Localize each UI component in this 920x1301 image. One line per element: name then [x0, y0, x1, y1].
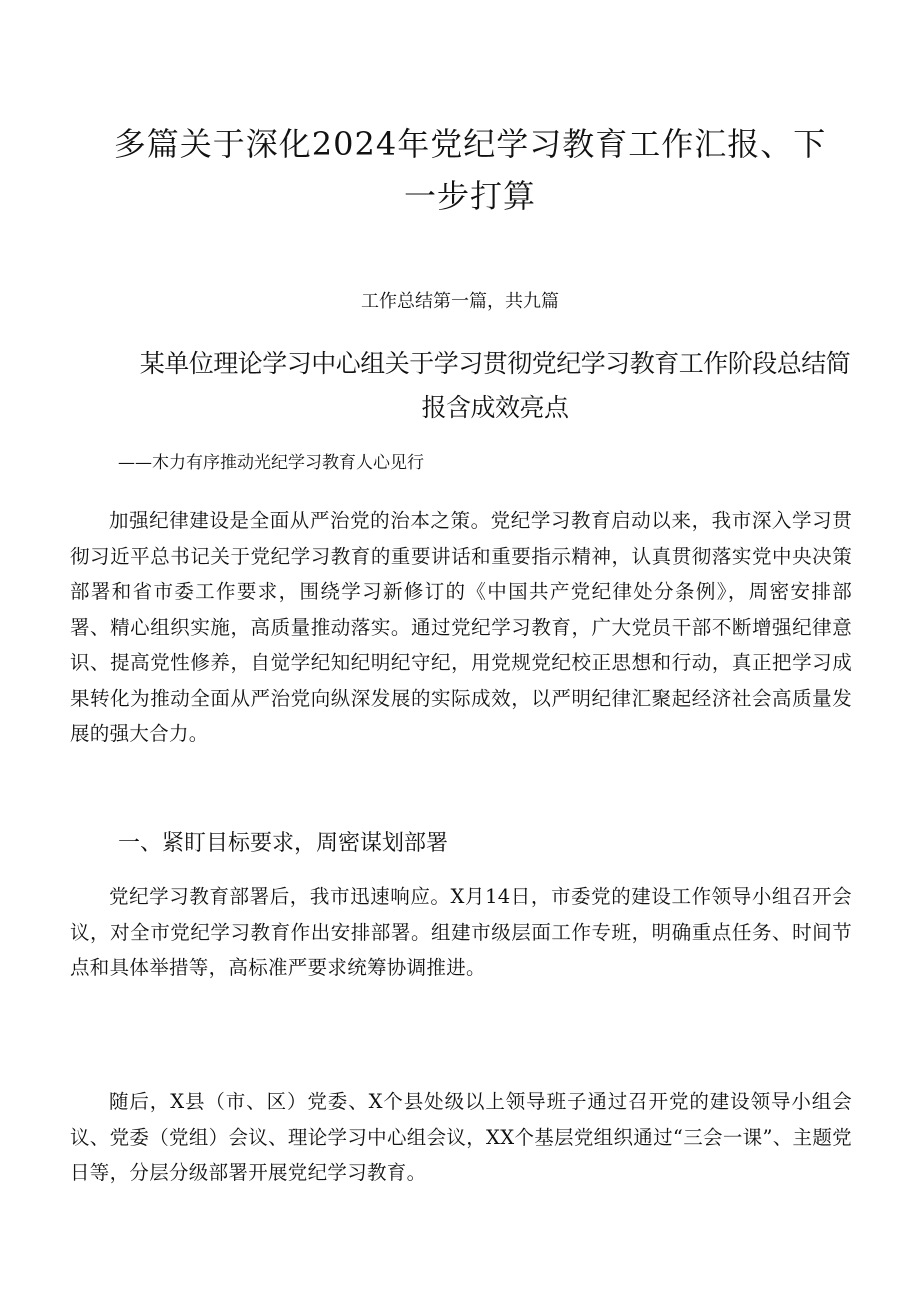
intro-paragraph: 加强纪律建设是全面从严治党的治本之策。党纪学习教育启动以来，我市深入学习贯彻习近平总书记关于党纪学习教育的重要讲话和重要指示精神，认真贯彻落实党中央决策部署和省市委工作要求，围绕学习新修订的《中国共产党纪律处分条例》，周密安排部署、精心组织实施，高质量推动落实。通过党纪学习教育，广大党员干部不断增强纪律意识、提高党性修养，自觉学纪知纪明纪守纪，用党规党纪校正思想和行动，真正把学习成果转化为推动全面从严治党向纵深发展的实际成效，以严明纪律汇聚起经济社会高质量发展的强大合力。 [70, 509, 852, 745]
part-label: 工作总结第一篇，共九篇 [361, 291, 559, 312]
body-paragraph: 党纪学习教育部署后，我市迅速响应。X月14日，市委党的建设工作领导小组召开会议，对全市党纪学习教育作出安排部署。组建市级层面工作专班，明确重点任务、时间节点和具体举措等，高标准严要求统筹协调推进。 [70, 885, 852, 979]
body-paragraph: 随后，X县（市、区）党委、X个县处级以上领导班子通过召开党的建设领导小组会议、党委（党组）会议、理论学习中心组会议，XX个基层党组织通过“三会一课”、主题党日等，分层分级部署开展党纪学习教育。 [70, 1090, 852, 1184]
article-title: 某单位理论学习中心组关于学习贯彻党纪学习教育工作阶段总结简报含成效亮点 [139, 349, 851, 422]
document-title: 多篇关于深化2024年党纪学习教育工作汇报、下一步打算 [113, 125, 827, 215]
article-tagline: ——木力有序推动光纪学习教育人心见行 [118, 453, 424, 473]
section-heading: 一、紧盯目标要求，周密谋划部署 [118, 831, 449, 856]
